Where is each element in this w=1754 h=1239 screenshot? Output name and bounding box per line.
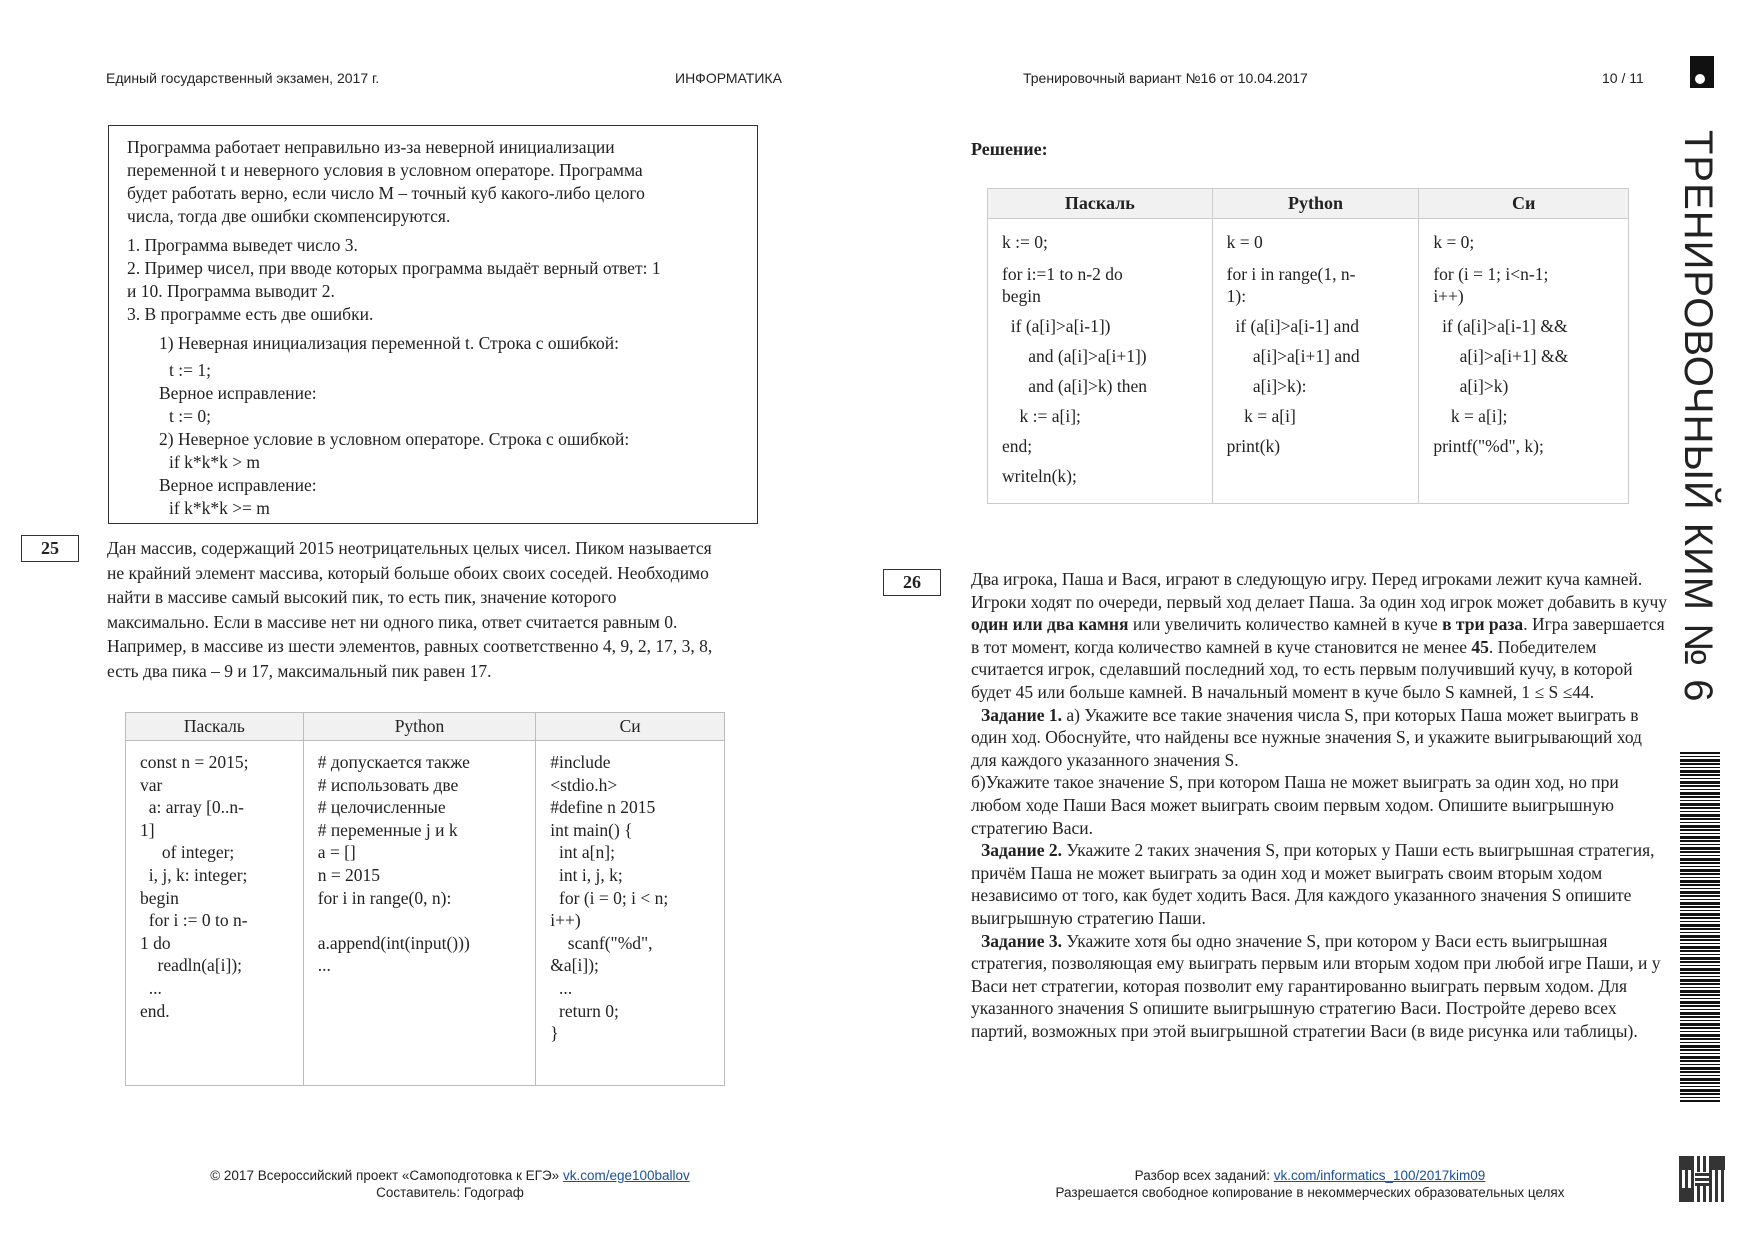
task-25-line: есть два пика – 9 и 17, максимальный пик равен 17. [107, 660, 492, 681]
code-line: k = 0 [1226, 232, 1263, 252]
answer-point-1: 1. Программа выведет число 3. [127, 235, 358, 255]
answer-point-2: 2. Пример чисел, при вводе которых программа выдаёт верный ответ: 1 [127, 258, 661, 278]
task-26-assignment-3 [971, 930, 1671, 1043]
header-page-number: 10 / 11 [1602, 70, 1644, 86]
code-line: int i, j, k; [550, 864, 623, 885]
task-25-code-table [125, 712, 725, 1086]
code-line: var [140, 774, 163, 795]
code-line: # переменные j и k [317, 819, 458, 840]
answer-point-2-cont: и 10. Программа выводит 2. [127, 281, 335, 301]
answer-intro-line: переменной t и неверного условия в условном операторе. Программа [127, 160, 643, 180]
text-run: Укажите 2 таких значения S, при которых у Паши есть выигрышная стратегия, причём Паша не может выиграть за один ход и может выиграть своим вторым ходом независимо от того, как будет ходить Вася. Для каждого указанного значения S опишите выигрышную стратегию Паши. [971, 840, 1655, 928]
code-line: &a[i]); [550, 955, 599, 976]
error-1-fix: t := 0; [169, 406, 211, 426]
python-solution-cell [1212, 219, 1419, 504]
footer-analysis: Разбор всех заданий: [1134, 1168, 1274, 1183]
code-line: end. [140, 1000, 170, 1021]
task-25-line: не крайний элемент массива, который больше обоих своих соседей. Необходимо [107, 562, 709, 583]
footer-project-link[interactable]: vk.com/ege100ballov [562, 1168, 690, 1183]
answer-point-3: 3. В программе есть две ошибки. [127, 304, 374, 324]
code-line: a = [] [317, 842, 356, 863]
header-subject: ИНФОРМАТИКА [675, 70, 782, 86]
c-solution-cell [1419, 219, 1629, 504]
corner-marker-icon [1690, 56, 1714, 88]
code-line: a.append(int(input())) [317, 932, 470, 953]
task-25-text [107, 536, 807, 683]
assignment-label: Задание 2. [981, 840, 1063, 861]
task-26-number: 26 [883, 569, 941, 596]
text-run: Укажите хотя бы одно значение S, при котором у Васи есть выигрышная стратегия, позволяющая ему выиграть первым или вторым ходом при любой игре Паши, и у Васи нет стратегии, которая позволит ему гарантированно выиграть первым ходом. Для указанного значения S опишите выигрышную стратегию Васи. Постройте дерево всех партий, возможных при этой выигрышной стратегии Васи (в виде рисунка или таблицы). [971, 930, 1661, 1041]
code-line: k = 0; [1433, 232, 1475, 252]
code-line: n = 2015 [317, 864, 381, 885]
code-line: if (a[i]>a[i-1]) [1002, 316, 1111, 336]
col-header-pascal: Паскаль [988, 189, 1213, 219]
code-line: 1 do [140, 932, 171, 953]
code-line: if (a[i]>a[i-1] and [1226, 316, 1359, 336]
solution-code-table [987, 188, 1629, 504]
code-line: for i:=1 to n-2 do [1002, 264, 1123, 284]
barcode-graphic [1680, 752, 1720, 1102]
code-line: a[i]>a[i+1] && [1433, 346, 1569, 366]
text-run: . Игра завершается в тот момент, когда количество камней в куче становится не менее [971, 614, 1665, 657]
side-title [1672, 130, 1732, 703]
code-line: and (a[i]>a[i+1]) [1002, 346, 1147, 366]
code-line: #define n 2015 [550, 797, 656, 818]
code-line: # допускается также [317, 752, 470, 772]
code-line: k := 0; [1002, 232, 1048, 252]
code-line: for i in range(1, n- [1226, 264, 1356, 284]
error-2-desc: 2) Неверное условие в условном операторе. Строка с ошибкой: [159, 429, 630, 449]
assignment-label: Задание 3. [981, 930, 1063, 951]
code-line: printf("%d", k); [1433, 436, 1544, 456]
assignment-label: Задание 1. [981, 704, 1063, 725]
code-line: i, j, k: integer; [140, 864, 248, 885]
col-header-python: Python [1212, 189, 1419, 219]
solution-title: Решение: [971, 139, 1048, 159]
code-line: int main() { [550, 819, 633, 840]
code-line: ... [550, 977, 573, 998]
task-26-assignment-1b: б)Укажите такое значение S, при котором Паша не может выиграть за один ход, но при любом ходе Паши Вася может выиграть своим первым ходом. Опишите выигрышную стратегию Васи. [971, 772, 1619, 838]
bold-run: в три раза [1442, 614, 1524, 635]
task-25-line: найти в массиве самый высокий пик, то есть пик, значение которого [107, 587, 617, 607]
code-line: end; [1002, 436, 1033, 456]
task-26-intro [971, 568, 1671, 704]
error-1-fix-label: Верное исправление: [159, 383, 317, 403]
code-line: readln(a[i]); [140, 955, 243, 976]
task-26-assignment-2 [971, 839, 1671, 929]
code-line: 1): [1226, 286, 1247, 306]
code-line: for i in range(0, n): [317, 887, 452, 908]
task-26-assignment-1 [971, 704, 1671, 772]
col-header-pascal: Паскаль [126, 713, 304, 741]
footer-analysis-link[interactable]: vk.com/informatics_100/2017kim09 [1273, 1168, 1486, 1183]
error-2-fix: if k*k*k >= m [169, 498, 270, 518]
qr-code-graphic [1679, 1156, 1725, 1202]
code-line: <stdio.h> [550, 774, 618, 795]
code-line: begin [1002, 286, 1041, 306]
task-25-line: максимально. Если в массиве нет ни одного пика, ответ считается равным 0. [107, 611, 678, 632]
text-run: или увеличить количество камней в куче [1128, 614, 1443, 635]
python-code-cell [303, 741, 536, 1086]
answer-intro-line: Программа работает неправильно из-за неверной инициализации [127, 137, 615, 157]
task-25-line: Например, в массиве из шести элементов, равных соответственно 4, 9, 2, 17, 3, 8, [107, 636, 713, 656]
code-line: const n = 2015; [140, 752, 249, 772]
answer-intro-line: будет работать верно, если число M – точный куб какого-либо целого [127, 183, 645, 203]
col-header-c: Си [536, 713, 725, 741]
text-run: а) Укажите все такие значения числа S, при которых Паша может выиграть в один ход. Обоснуйте, что найдены все нужные значения S, и укажите выигрывающий ход для каждого указанного значения S. [971, 704, 1642, 770]
code-line: begin [140, 887, 179, 908]
code-line: } [550, 1023, 559, 1044]
c-code-cell [536, 741, 725, 1086]
error-2-fix-label: Верное исправление: [159, 475, 317, 495]
code-line: for (i = 0; i < n; [550, 887, 669, 908]
code-line: k = a[i] [1226, 406, 1296, 426]
code-line: a[i]>k): [1226, 376, 1307, 396]
code-line: and (a[i]>k) then [1002, 376, 1147, 396]
code-line: print(k) [1226, 436, 1281, 456]
bold-run: 45 [1471, 636, 1489, 657]
answer-24-box [108, 125, 758, 524]
pascal-solution-cell [988, 219, 1213, 504]
code-line: for (i = 1; i<n-1; [1433, 264, 1549, 284]
code-line: writeln(k); [1002, 466, 1077, 486]
code-line: ... [317, 955, 331, 976]
code-line: a[i]>k) [1433, 376, 1509, 396]
code-line: #include [550, 752, 611, 772]
code-line: # целочисленные [317, 797, 446, 818]
code-line: i++) [1433, 286, 1464, 306]
task-25-line: Дан массив, содержащий 2015 неотрицательных целых чисел. Пиком называется [107, 538, 712, 558]
text-run: Два игрока, Паша и Вася, играют в следующую игру. Перед игроками лежит куча камней. Игроки ходят по очереди, первый ход делает Паша. За один ход игрок может добавить в кучу [971, 569, 1668, 612]
code-line: scanf("%d", [550, 932, 653, 953]
header-exam-title: Единый государственный экзамен, 2017 г. [106, 70, 380, 86]
footer-author: Составитель: Годограф [376, 1185, 524, 1200]
code-line: return 0; [550, 1000, 619, 1021]
footer-project: © 2017 Всероссийский проект «Самоподготовка к ЕГЭ» [210, 1168, 563, 1183]
code-line: if (a[i]>a[i-1] && [1433, 316, 1568, 336]
error-1-desc: 1) Неверная инициализация переменной t. Строка с ошибкой: [159, 333, 620, 353]
code-line: k := a[i]; [1002, 406, 1081, 426]
side-title-text: ТРЕНИРОВОЧНЫЙ КИМ № 6 [1676, 130, 1720, 703]
answer-intro-line: числа, тогда две ошибки скомпенсируются. [127, 206, 451, 226]
bold-run: один или два камня [971, 614, 1129, 635]
code-line [318, 909, 524, 932]
code-line: a[i]>a[i+1] and [1226, 346, 1360, 366]
error-1-code: t := 1; [169, 360, 211, 380]
footer-license: Разрешается свободное копирование в некоммерческих образовательных целях [1055, 1185, 1565, 1200]
code-line: a: array [0..n- [140, 797, 244, 818]
code-line: ... [140, 977, 162, 998]
code-line: int a[n]; [550, 842, 615, 863]
code-line: for i := 0 to n- [140, 910, 248, 931]
code-line: k = a[i]; [1433, 406, 1508, 426]
col-header-python: Python [303, 713, 536, 741]
footer-right [1010, 1167, 1610, 1201]
error-2-code: if k*k*k > m [169, 452, 261, 472]
code-line: of integer; [140, 842, 235, 863]
header-variant: Тренировочный вариант №16 от 10.04.2017 [1023, 70, 1308, 86]
text-run: . Победителем считается игрок, сделавший последний ход, то есть первым получивший кучу, в которой будет 45 или больше камней. В начальный момент в куче было S камней, 1 ≤ S ≤44. [971, 636, 1633, 702]
pascal-code-cell [126, 741, 304, 1086]
footer-left [140, 1167, 760, 1201]
code-line: i++) [550, 910, 581, 931]
col-header-c: Си [1419, 189, 1629, 219]
task-26-text [971, 568, 1671, 1042]
code-line: 1] [140, 819, 155, 840]
task-25-number: 25 [21, 535, 79, 562]
code-line: # использовать две [317, 774, 459, 795]
